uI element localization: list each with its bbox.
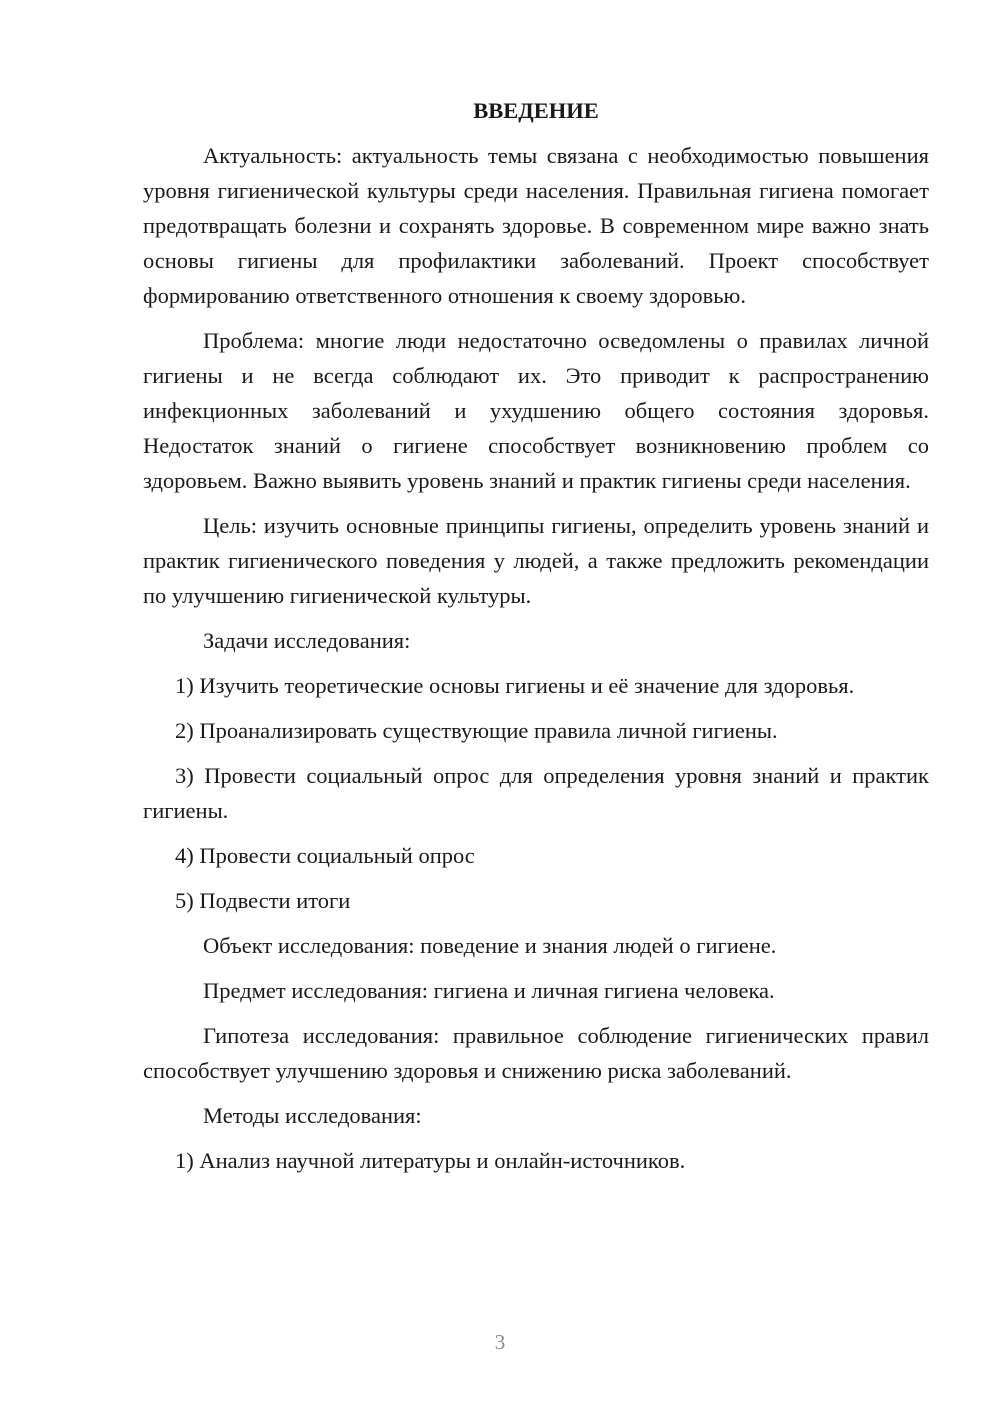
problem-paragraph: Проблема: многие люди недостаточно осведомлены о правилах личной гигиены и не всегда соблюдают их. Это приводит к распространению инфекционных заболеваний и ухудшению общего состояния здоровья. Недостаток знаний о гигиене способствует возникновению проблем со здоровьем. Важно выявить уровень знаний и практик гигиены среди населения. [143,328,929,493]
task-item-3: 3) Провести социальный опрос для определения уровня знаний и практик гигиены. [143,763,929,823]
page-number: 3 [494,1330,506,1354]
task-item-5: 5) Подвести итоги [175,888,351,913]
document-page [143,96,929,1188]
methods-heading: Методы исследования: [203,1103,422,1128]
hypothesis-paragraph: Гипотеза исследования: правильное соблюдение гигиенических правил способствует улучшению здоровья и снижению риска заболеваний. [143,1023,929,1083]
object-paragraph: Объект исследования: поведение и знания людей о гигиене. [203,933,777,958]
method-item-1: 1) Анализ научной литературы и онлайн-источников. [175,1148,686,1173]
task-item-1: 1) Изучить теоретические основы гигиены и её значение для здоровья. [175,673,855,698]
task-item-2: 2) Проанализировать существующие правила личной гигиены. [175,718,778,743]
page-title: ВВЕДЕНИЕ [473,98,599,123]
subject-paragraph: Предмет исследования: гигиена и личная гигиена человека. [203,978,775,1003]
relevance-paragraph: Актуальность: актуальность темы связана с необходимостью повышения уровня гигиенической культуры среди населения. Правильная гигиена помогает предотвращать болезни и сохранять здоровье. В современном мире важно знать основы гигиены для профилактики заболеваний. Проект способствует формированию ответственного отношения к своему здоровью. [143,143,929,308]
goal-paragraph: Цель: изучить основные принципы гигиены, определить уровень знаний и практик гигиенического поведения у людей, а также предложить рекомендации по улучшению гигиенической культуры. [143,513,929,608]
task-item-4: 4) Провести социальный опрос [175,843,475,868]
tasks-heading: Задачи исследования: [203,628,411,653]
